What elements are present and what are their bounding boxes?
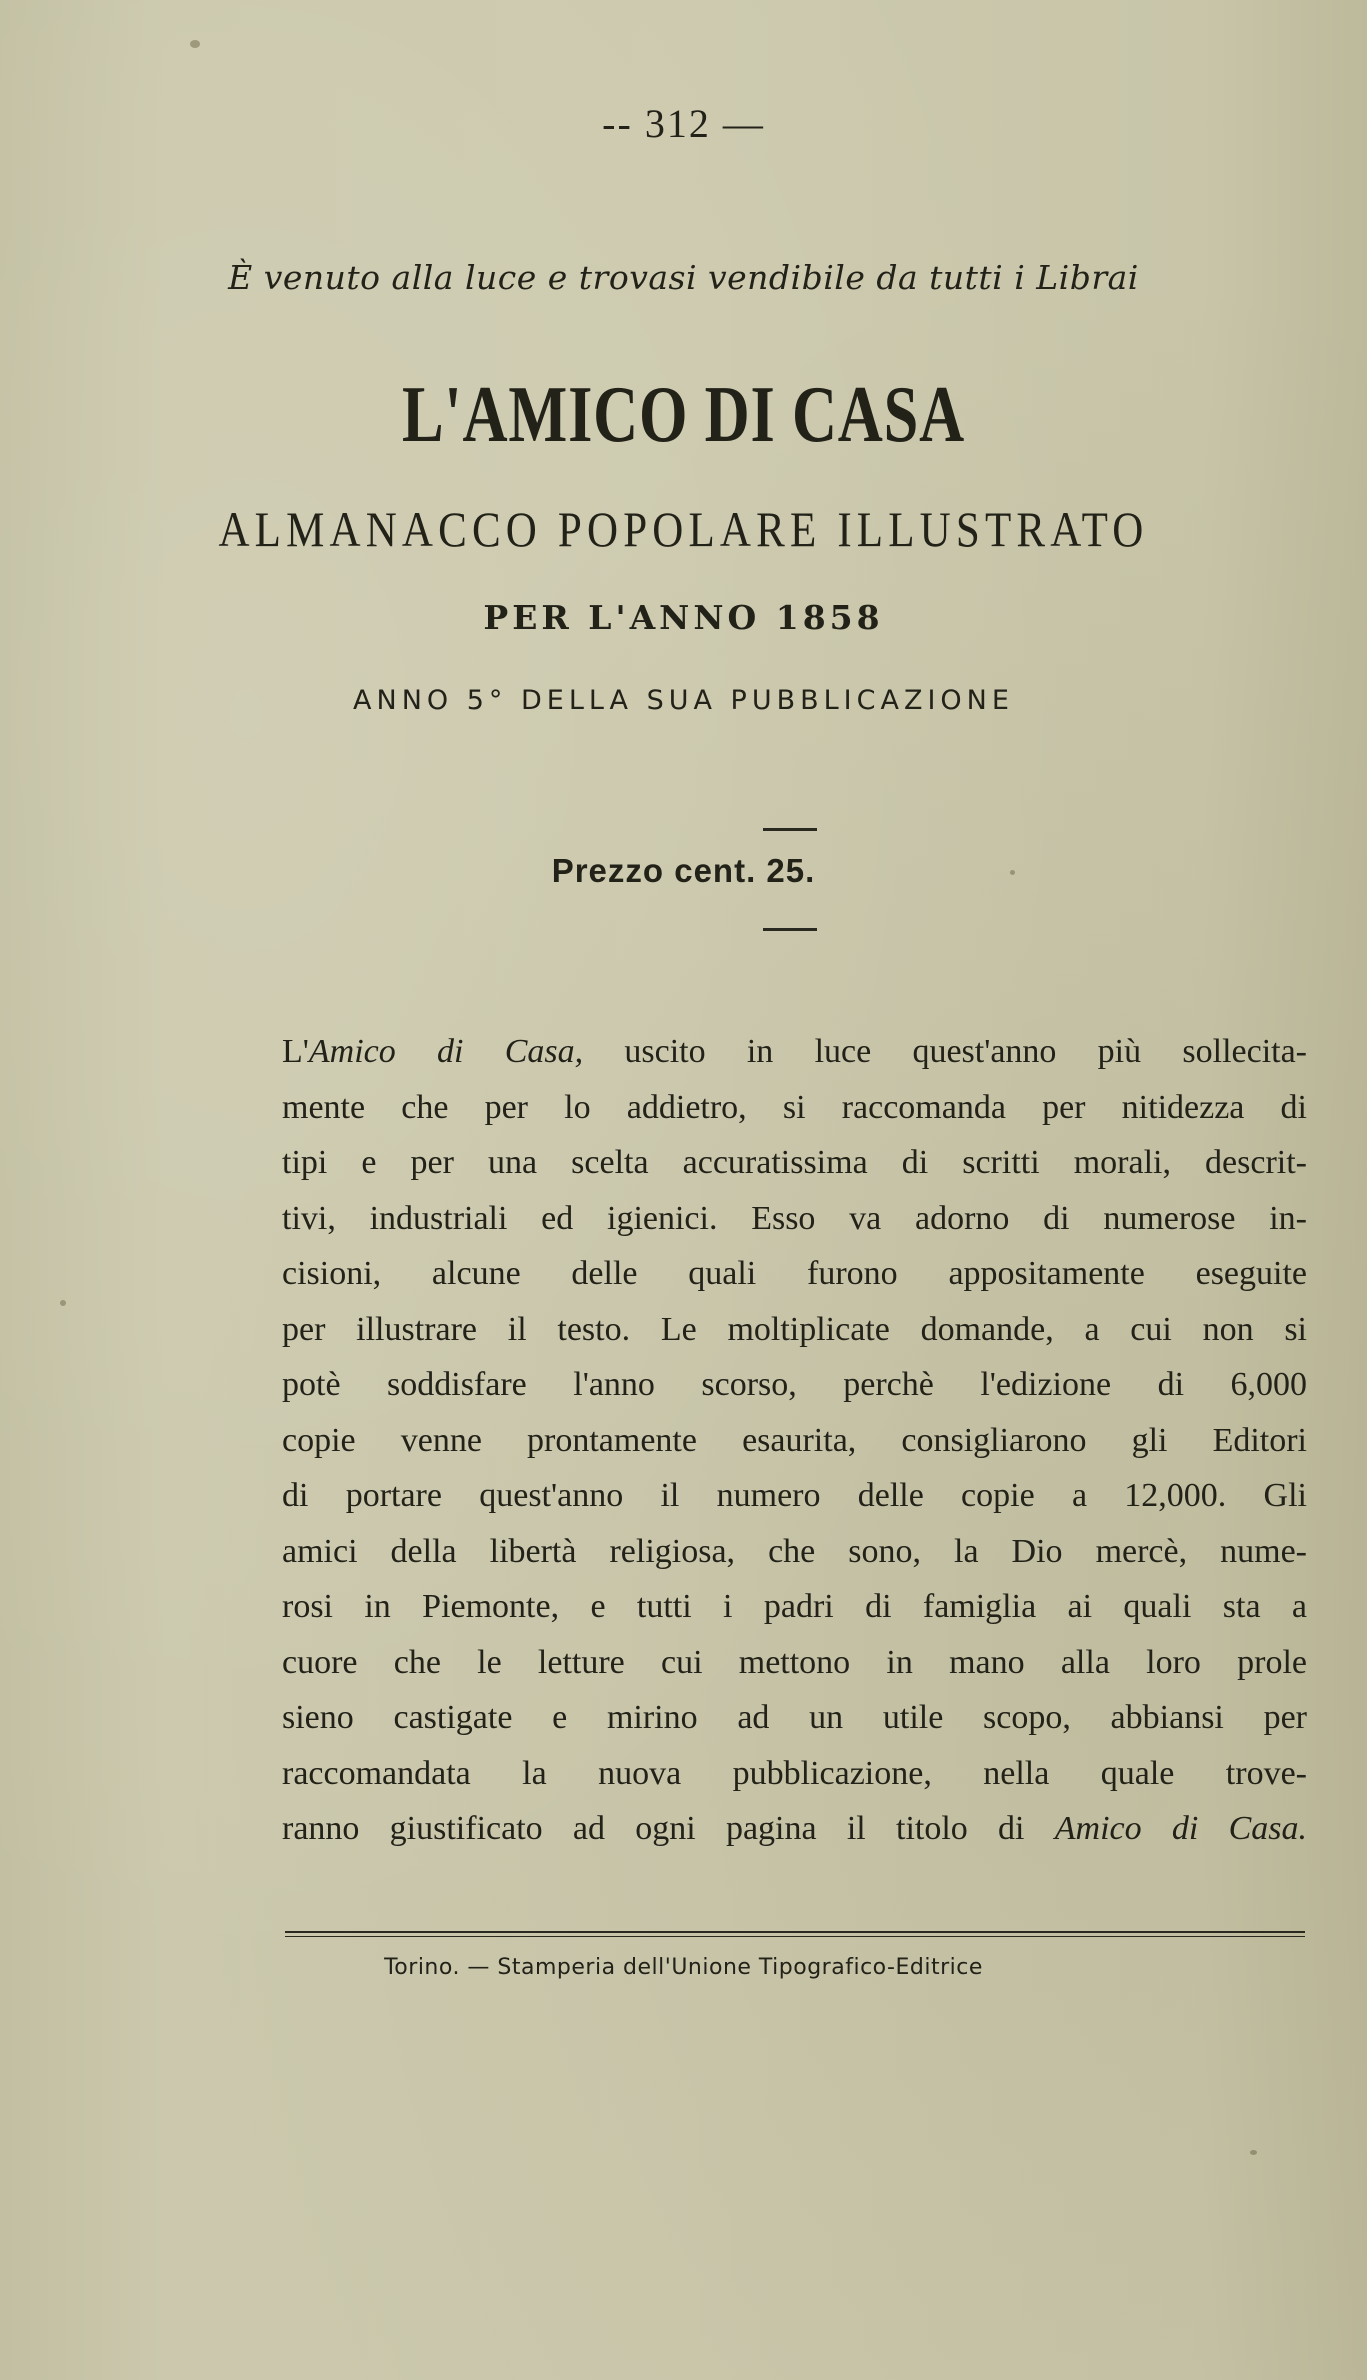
paper-speck bbox=[1250, 2150, 1257, 2155]
body-line bbox=[282, 1024, 1307, 1080]
italic-book-name: Amico di Casa, bbox=[308, 1033, 584, 1070]
body-text-segment: uscito in luce quest'anno più sollecita- bbox=[583, 1033, 1307, 1070]
body-line: amici della libertà religiosa, che sono, la Dio mercè, nume- bbox=[282, 1532, 1307, 1570]
paper-speck bbox=[1010, 870, 1015, 875]
rule-below-price bbox=[763, 928, 817, 931]
body-line: tipi e per una scelta accuratissima di scritti morali, descrit- bbox=[282, 1144, 1307, 1181]
footer-rule bbox=[285, 1931, 1305, 1937]
announcement-line: È venuto alla luce e trovasi vendibile da tutti i Librai bbox=[228, 258, 1139, 297]
body-line: rosi in Piemonte, e tutti i padri di famiglia ai quali sta a bbox=[282, 1588, 1307, 1625]
rule-above-price bbox=[763, 828, 817, 831]
body-line: mente che per lo addietro, si raccomanda per nitidezza di bbox=[282, 1088, 1307, 1126]
paper-speck bbox=[190, 40, 200, 48]
body-line: sieno castigate e mirino ad un utile scopo, abbiansi per bbox=[282, 1699, 1307, 1736]
body-line: cuore che le letture cui mettono in mano alla loro prole bbox=[282, 1643, 1307, 1681]
body-line: potè soddisfare l'anno scorso, perchè l'edizione di 6,000 bbox=[282, 1366, 1307, 1403]
body-line: raccomandata la nuova pubblicazione, nella quale trove- bbox=[282, 1754, 1307, 1792]
body-line: copie venne prontamente esaurita, consigliarono gli Editori bbox=[282, 1421, 1307, 1459]
body-paragraph bbox=[282, 1024, 1307, 1857]
paper-speck bbox=[60, 1300, 66, 1306]
edition-line: ANNO 5° DELLA SUA PUBBLICAZIONE bbox=[353, 685, 1014, 716]
body-line bbox=[282, 1801, 1307, 1857]
book-title: L'AMICO DI CASA bbox=[402, 371, 965, 459]
body-line: per illustrare il testo. Le moltiplicate domande, a cui non si bbox=[282, 1310, 1307, 1348]
body-text-segment: L' bbox=[282, 1033, 309, 1070]
body-text-segment: ranno giustificato ad ogni pagina il titolo di bbox=[282, 1810, 1055, 1847]
printer-imprint: Torino. — Stamperia dell'Unione Tipografico-Editrice bbox=[384, 1955, 983, 1980]
body-line: tivi, industriali ed igienici. Esso va adorno di numerose in- bbox=[282, 1199, 1307, 1237]
body-line: cisioni, alcune delle quali furono appositamente eseguite bbox=[282, 1255, 1307, 1292]
price-line: Prezzo cent. 25. bbox=[551, 852, 816, 889]
book-subtitle: ALMANACCO POPOLARE ILLUSTRATO bbox=[218, 501, 1149, 557]
italic-book-name: Amico di Casa. bbox=[1054, 1810, 1308, 1847]
body-line: di portare quest'anno il numero delle copie a 12,000. Gli bbox=[282, 1477, 1307, 1514]
page-number: -- 312 — bbox=[602, 101, 765, 146]
year-line: PER L'ANNO 1858 bbox=[483, 598, 884, 637]
